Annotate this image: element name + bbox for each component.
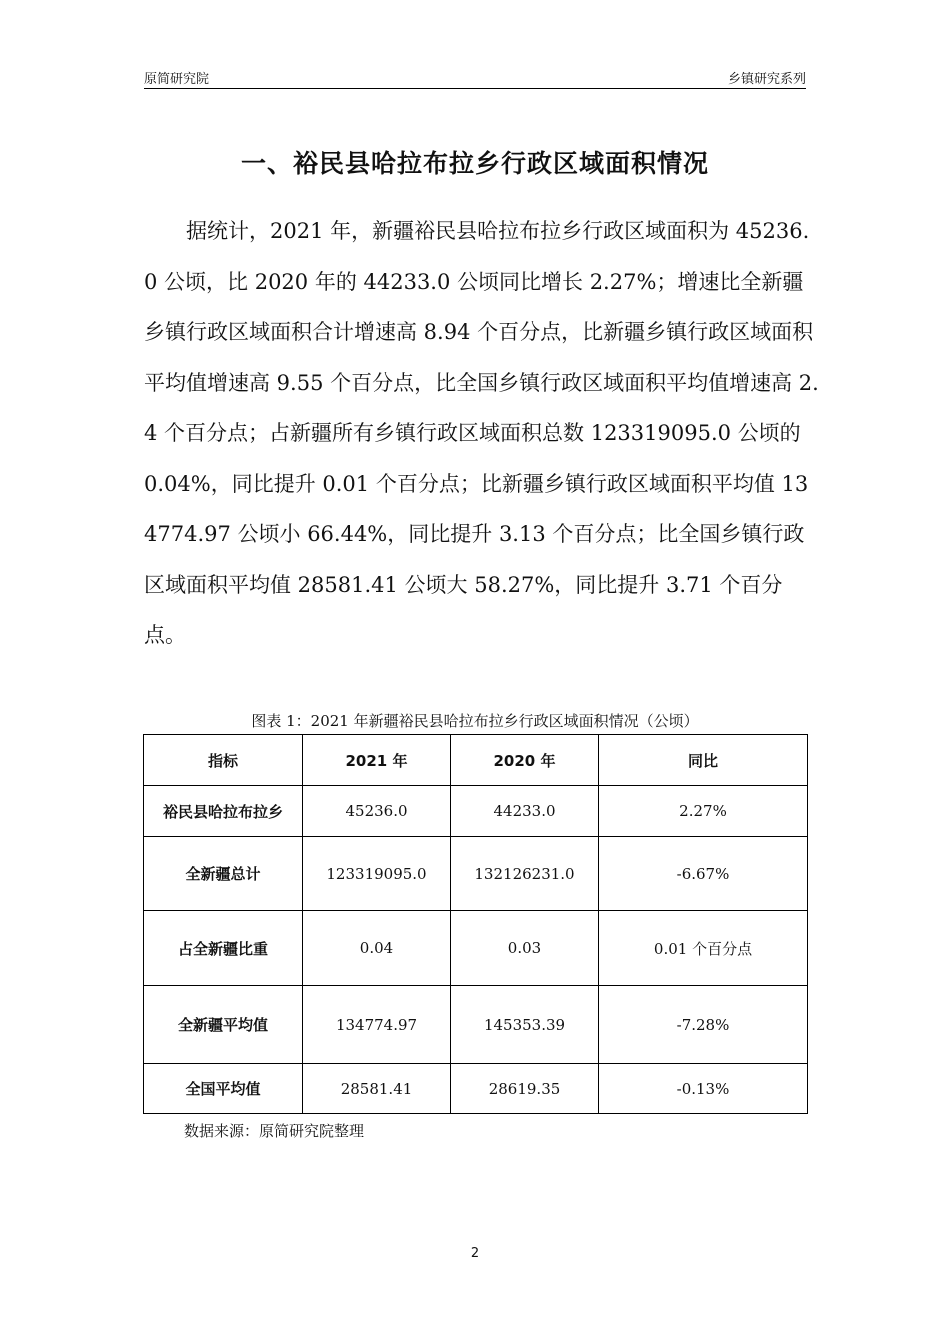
page-header: [144, 66, 806, 89]
column-header-indicator: 指标: [144, 735, 303, 786]
section-title: 一、裕民县哈拉布拉乡行政区域面积情况: [240, 149, 709, 178]
area-table: [143, 734, 808, 1114]
cell-yoy: -7.28%: [599, 986, 808, 1064]
cell-2020: 44233.0: [451, 786, 599, 837]
row-label: 全国平均值: [144, 1064, 303, 1114]
cell-2021: 0.04: [303, 911, 451, 986]
column-header-2021: 2021 年: [303, 735, 451, 786]
row-label: 占全新疆比重: [144, 911, 303, 986]
row-label: 全新疆平均值: [144, 986, 303, 1064]
cell-yoy: -6.67%: [599, 837, 808, 911]
column-header-2020: 2020 年: [451, 735, 599, 786]
row-label: 全新疆总计: [144, 837, 303, 911]
cell-2021: 45236.0: [303, 786, 451, 837]
table-row: [144, 986, 808, 1064]
cell-yoy: -0.13%: [599, 1064, 808, 1114]
table-header-row: [144, 735, 808, 786]
table-row: [144, 786, 808, 837]
table-row: [144, 837, 808, 911]
cell-2021: 134774.97: [303, 986, 451, 1064]
cell-2020: 0.03: [451, 911, 599, 986]
cell-2021: 123319095.0: [303, 837, 451, 911]
column-header-yoy: 同比: [599, 735, 808, 786]
table-caption: 图表 1：2021 年新疆裕民县哈拉布拉乡行政区域面积情况（公顷）: [251, 712, 699, 730]
cell-yoy: 0.01 个百分点: [599, 911, 808, 986]
cell-yoy: 2.27%: [599, 786, 808, 837]
body-paragraph: 据统计，2021 年，新疆裕民县哈拉布拉乡行政区域面积为 45236.0 公顷，比 2020 年的 44233.0 公顷同比增长 2.27%；增速比全新疆乡镇行政区域面积合计增速高 8.94 个百分点，比新疆乡镇行政区域面积平均值增速高 9.55 个百分点，比全国乡镇行政区域面积平均值增速高 2.4 个百分点；占新疆所有乡镇行政区域面积总数 123319095.0 公顷的 0.04%，同比提升 0.01 个百分点；比新疆乡镇行政区域面积平均值 134774.97 公顷小 66.44%，同比提升 3.13 个百分点；比全国乡镇行政区域面积平均值 28581.41 公顷大 58.27%，同比提升 3.71 个百分点。: [144, 219, 819, 647]
data-source-note: 数据来源：原简研究院整理: [184, 1122, 365, 1140]
cell-2020: 145353.39: [451, 986, 599, 1064]
header-series: 乡镇研究系列: [727, 72, 806, 87]
header-publisher: 原简研究院: [144, 72, 210, 87]
table-row: [144, 911, 808, 986]
page-number: 2: [470, 1246, 480, 1261]
cell-2020: 28619.35: [451, 1064, 599, 1114]
cell-2020: 132126231.0: [451, 837, 599, 911]
cell-2021: 28581.41: [303, 1064, 451, 1114]
table-row: [144, 1064, 808, 1114]
row-label: 裕民县哈拉布拉乡: [144, 786, 303, 837]
